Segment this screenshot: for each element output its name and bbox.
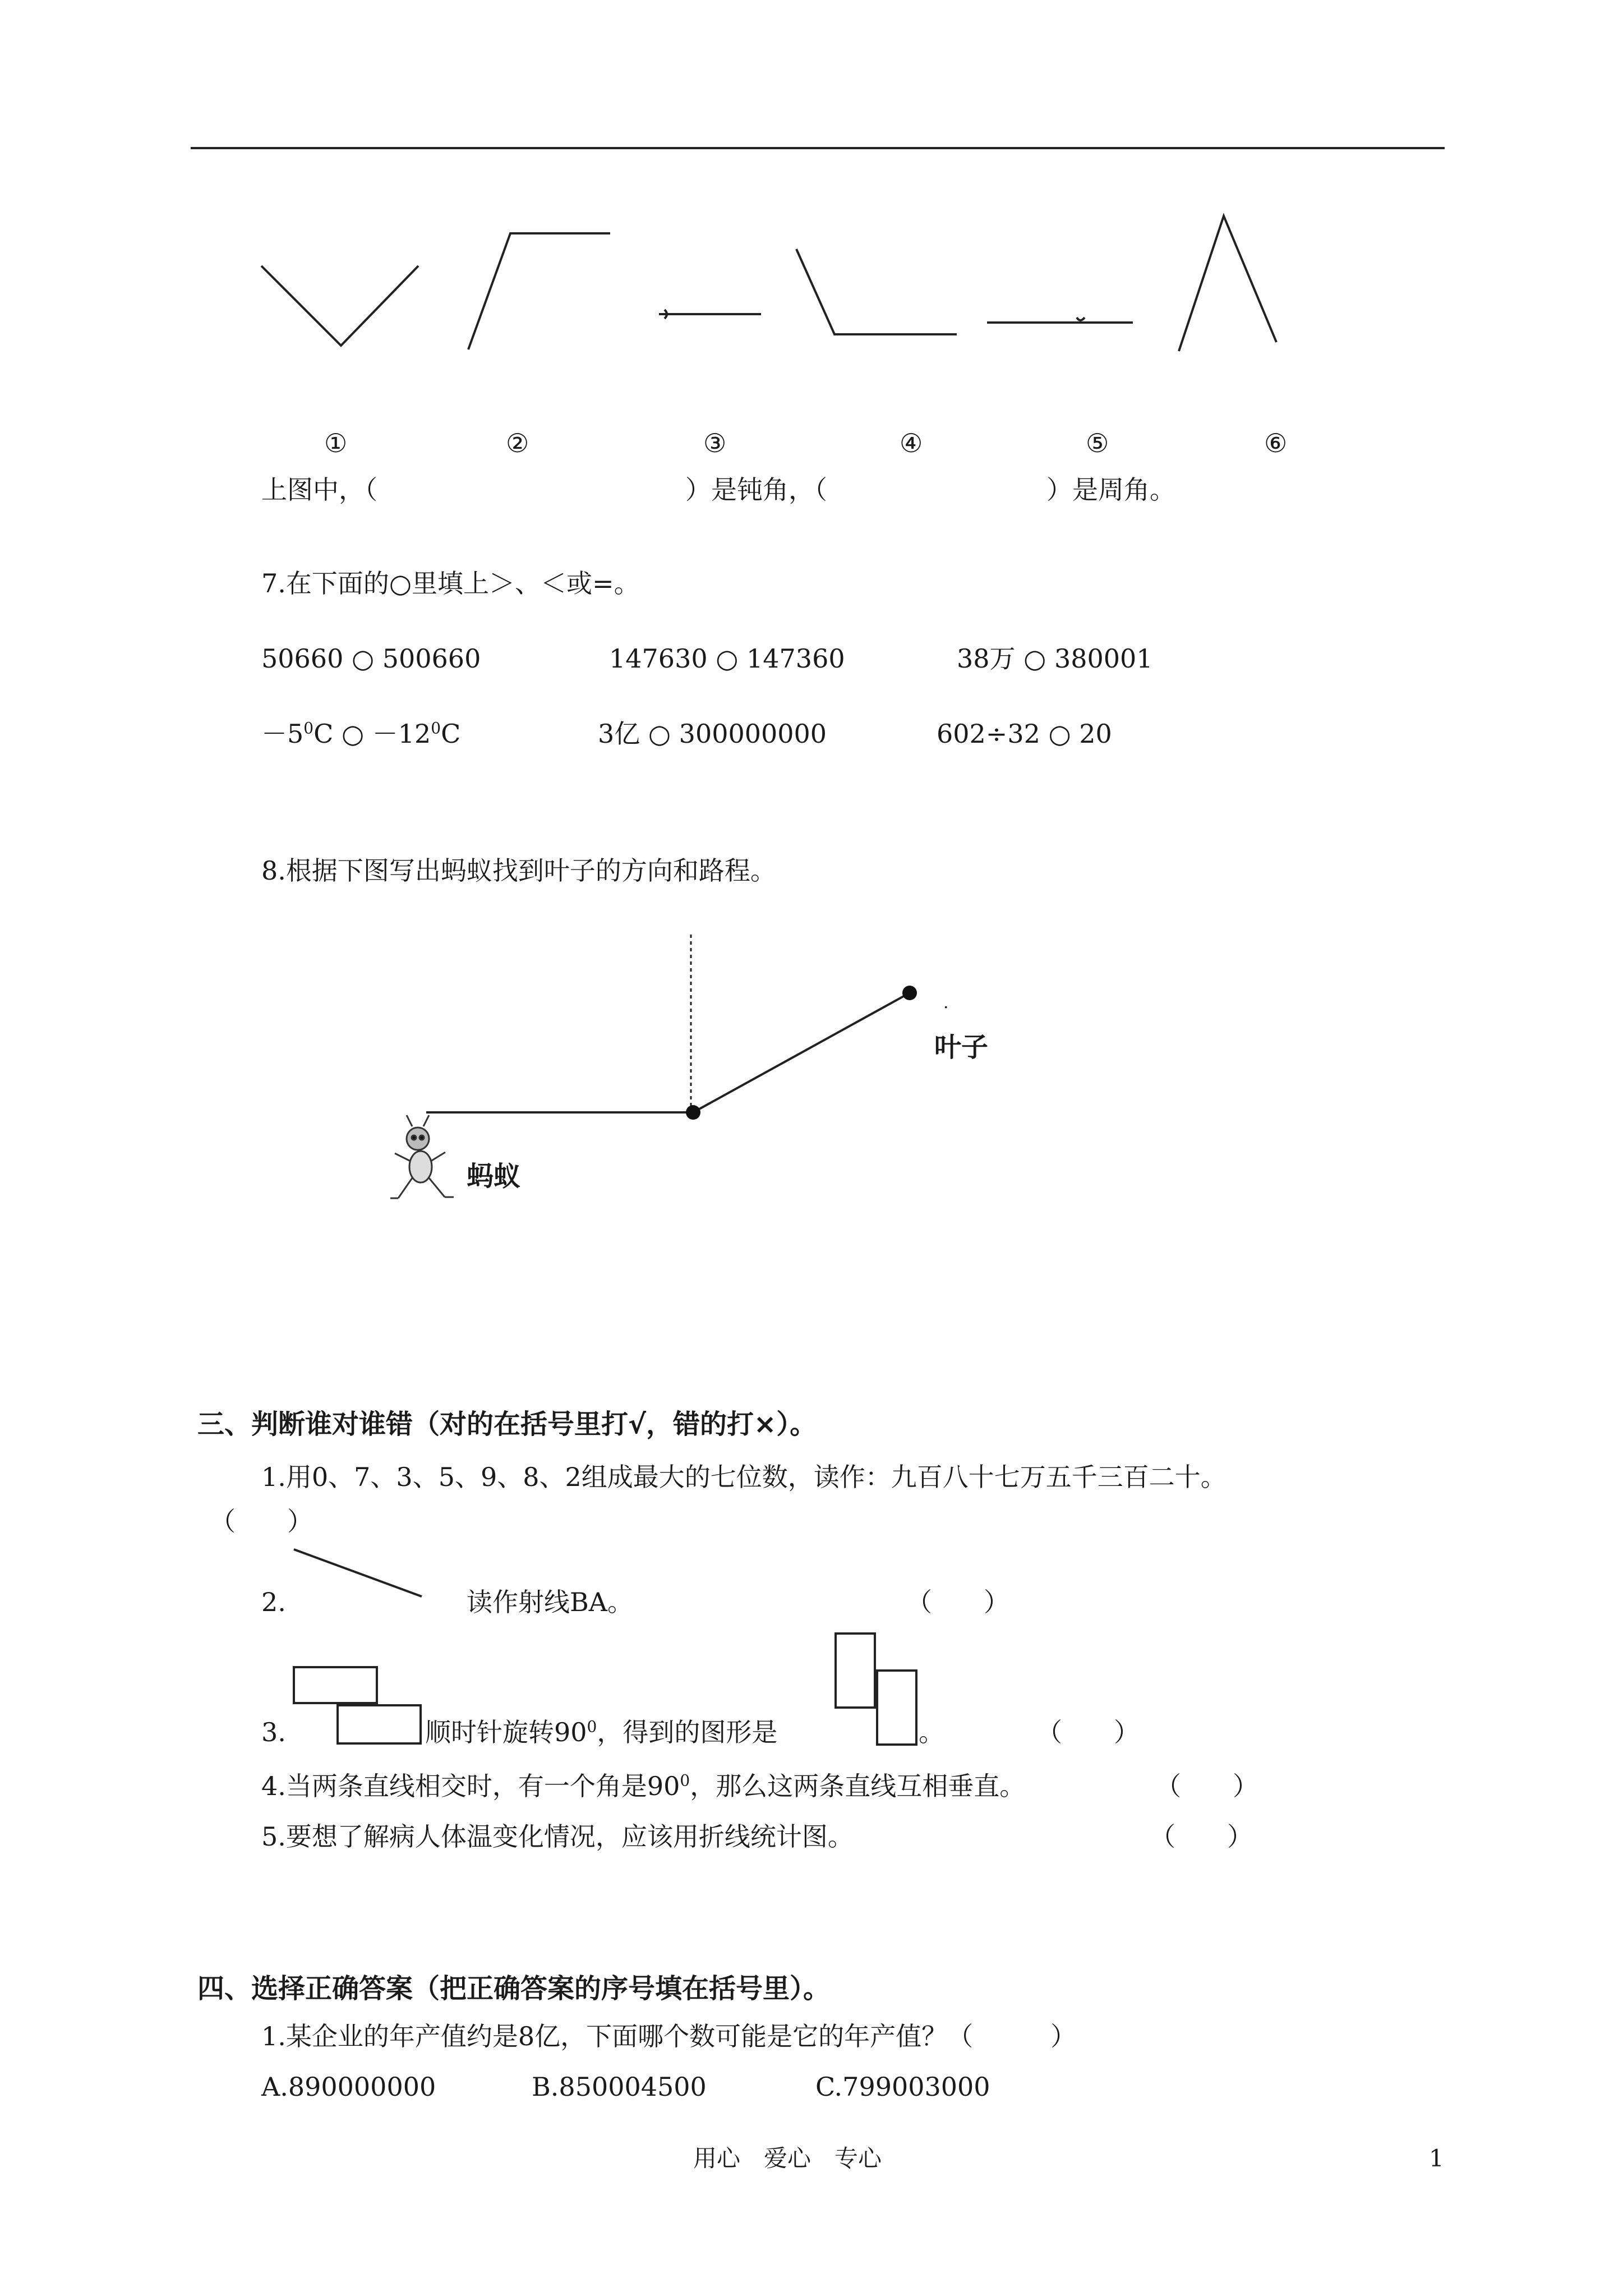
q7-row1-item1 — [261, 643, 481, 674]
s3-item2-paren[interactable]: （ ） — [906, 1587, 1009, 1617]
s3-item3-text-c: 。 — [919, 1717, 944, 1747]
q7-row2-item1 — [261, 718, 460, 749]
angle-label-3: ③ — [703, 428, 727, 458]
q7-row1-item2 — [609, 643, 845, 674]
compare-circle[interactable]: ○ — [1048, 719, 1071, 749]
angle-1-figure — [261, 266, 418, 346]
celsius-unit: C — [313, 719, 334, 749]
s3-item1-paren[interactable]: （ ） — [210, 1506, 313, 1536]
s4-option-b: B.850004500 — [532, 2072, 707, 2102]
compare-circle[interactable]: ○ — [1023, 643, 1046, 674]
compare-circle[interactable]: ○ — [716, 643, 739, 674]
compare-left: 147630 — [609, 643, 708, 674]
degree-sup: 0 — [431, 719, 441, 738]
s3-item5-paren[interactable]: （ ） — [1150, 1821, 1253, 1852]
s4-q1-text: 1.某企业的年产值约是8亿，下面哪个数可能是它的年产值？（ ） — [261, 2021, 1077, 2051]
s3-item1-text: 1.用0、7、3、5、9、8、2组成最大的七位数，读作：九百八十七万五千三百二十。 — [261, 1462, 1227, 1492]
s3-item3-text-b: ，得到的图形是 — [597, 1717, 778, 1747]
leaf-mark: . — [943, 993, 949, 1013]
compare-left: 3亿 — [598, 719, 640, 749]
compare-left: －5 — [261, 719, 304, 749]
s4-option-c: C.799003000 — [815, 2072, 990, 2102]
turn-point-dot — [686, 1105, 700, 1120]
ant-label: 蚂蚁 — [467, 1161, 521, 1192]
q7-title: 7.在下面的○里填上＞、＜或=。 — [261, 568, 640, 599]
angle-label-4: ④ — [900, 428, 923, 458]
compare-circle[interactable]: ○ — [341, 719, 365, 749]
page-number: 1 — [1429, 2145, 1444, 2172]
degree-sup: 0 — [587, 1717, 597, 1736]
ant-icon — [390, 1115, 454, 1198]
angle-2-figure — [468, 233, 610, 349]
degree-sup: 0 — [303, 719, 314, 738]
angle-question-suffix: ）是周角。 — [1046, 475, 1175, 505]
compare-right: －12 — [372, 719, 431, 749]
compare-left: 602÷32 — [937, 719, 1040, 749]
angle-label-1: ① — [324, 428, 348, 458]
degree-sup: 0 — [680, 1771, 690, 1790]
compare-right: 500660 — [382, 643, 481, 674]
angle-label-2: ② — [506, 428, 529, 458]
s3-item4-text-a: 4.当两条直线相交时，有一个角是90 — [261, 1771, 680, 1801]
angle-4-figure — [796, 249, 957, 334]
rect-horizontal-top — [294, 1667, 377, 1703]
rect-horizontal-bottom — [338, 1705, 421, 1743]
angle-question-prefix: 上图中，（ — [261, 475, 377, 505]
leaf-label: 叶子 — [934, 1032, 989, 1063]
section3-title: 三、判断谁对谁错（对的在括号里打√，错的打×）。 — [197, 1409, 817, 1440]
rect-vertical-left — [836, 1634, 875, 1708]
s3-item3-text-a: 顺时针旋转90 — [425, 1717, 587, 1747]
q7-row1-item3 — [957, 643, 1153, 674]
angle-label-6: ⑥ — [1264, 428, 1288, 458]
s3-item2-num: 2. — [261, 1587, 286, 1617]
q7-row2-item2 — [598, 718, 827, 749]
compare-right: 380001 — [1054, 643, 1153, 674]
compare-circle[interactable]: ○ — [648, 719, 671, 749]
s3-item3-num: 3. — [261, 1717, 286, 1747]
angle-5-arc — [1077, 318, 1085, 320]
compare-left: 38万 — [957, 643, 1016, 674]
celsius-unit: C — [441, 719, 461, 749]
q7-row2-item3 — [937, 718, 1112, 749]
compare-right: 20 — [1079, 719, 1112, 749]
s3-item3-paren[interactable]: （ ） — [1036, 1717, 1140, 1747]
compare-left: 50660 — [261, 643, 344, 674]
section4-title: 四、选择正确答案（把正确答案的序号填在括号里）。 — [197, 1973, 831, 2004]
ray-figure — [294, 1549, 422, 1596]
s3-item2-text: 读作射线BA。 — [467, 1587, 634, 1617]
compare-right: 300000000 — [679, 719, 827, 749]
compare-circle[interactable]: ○ — [351, 643, 375, 674]
footer-motto: 用心 爱心 专心 — [693, 2145, 882, 2172]
s4-option-a: A.890000000 — [261, 2072, 436, 2102]
path-segment-northeast — [693, 993, 910, 1112]
leaf-point-dot — [902, 986, 917, 1000]
q8-title: 8.根据下图写出蚂蚁找到叶子的方向和路程。 — [261, 855, 776, 886]
angle-question-middle: ）是钝角，（ — [685, 475, 827, 505]
s3-item4-text-b: ，那么这两条直线互相垂直。 — [690, 1771, 1026, 1801]
s3-item5-text: 5.要想了解病人体温变化情况，应该用折线统计图。 — [261, 1821, 854, 1852]
s3-item3-text — [425, 1717, 777, 1748]
rect-vertical-right — [877, 1671, 916, 1745]
s3-item4-paren[interactable]: （ ） — [1155, 1771, 1258, 1801]
compare-right: 147360 — [746, 643, 845, 674]
angle-label-5: ⑤ — [1086, 428, 1109, 458]
s3-item4-text — [261, 1770, 1025, 1802]
angle-6-figure — [1179, 216, 1276, 351]
